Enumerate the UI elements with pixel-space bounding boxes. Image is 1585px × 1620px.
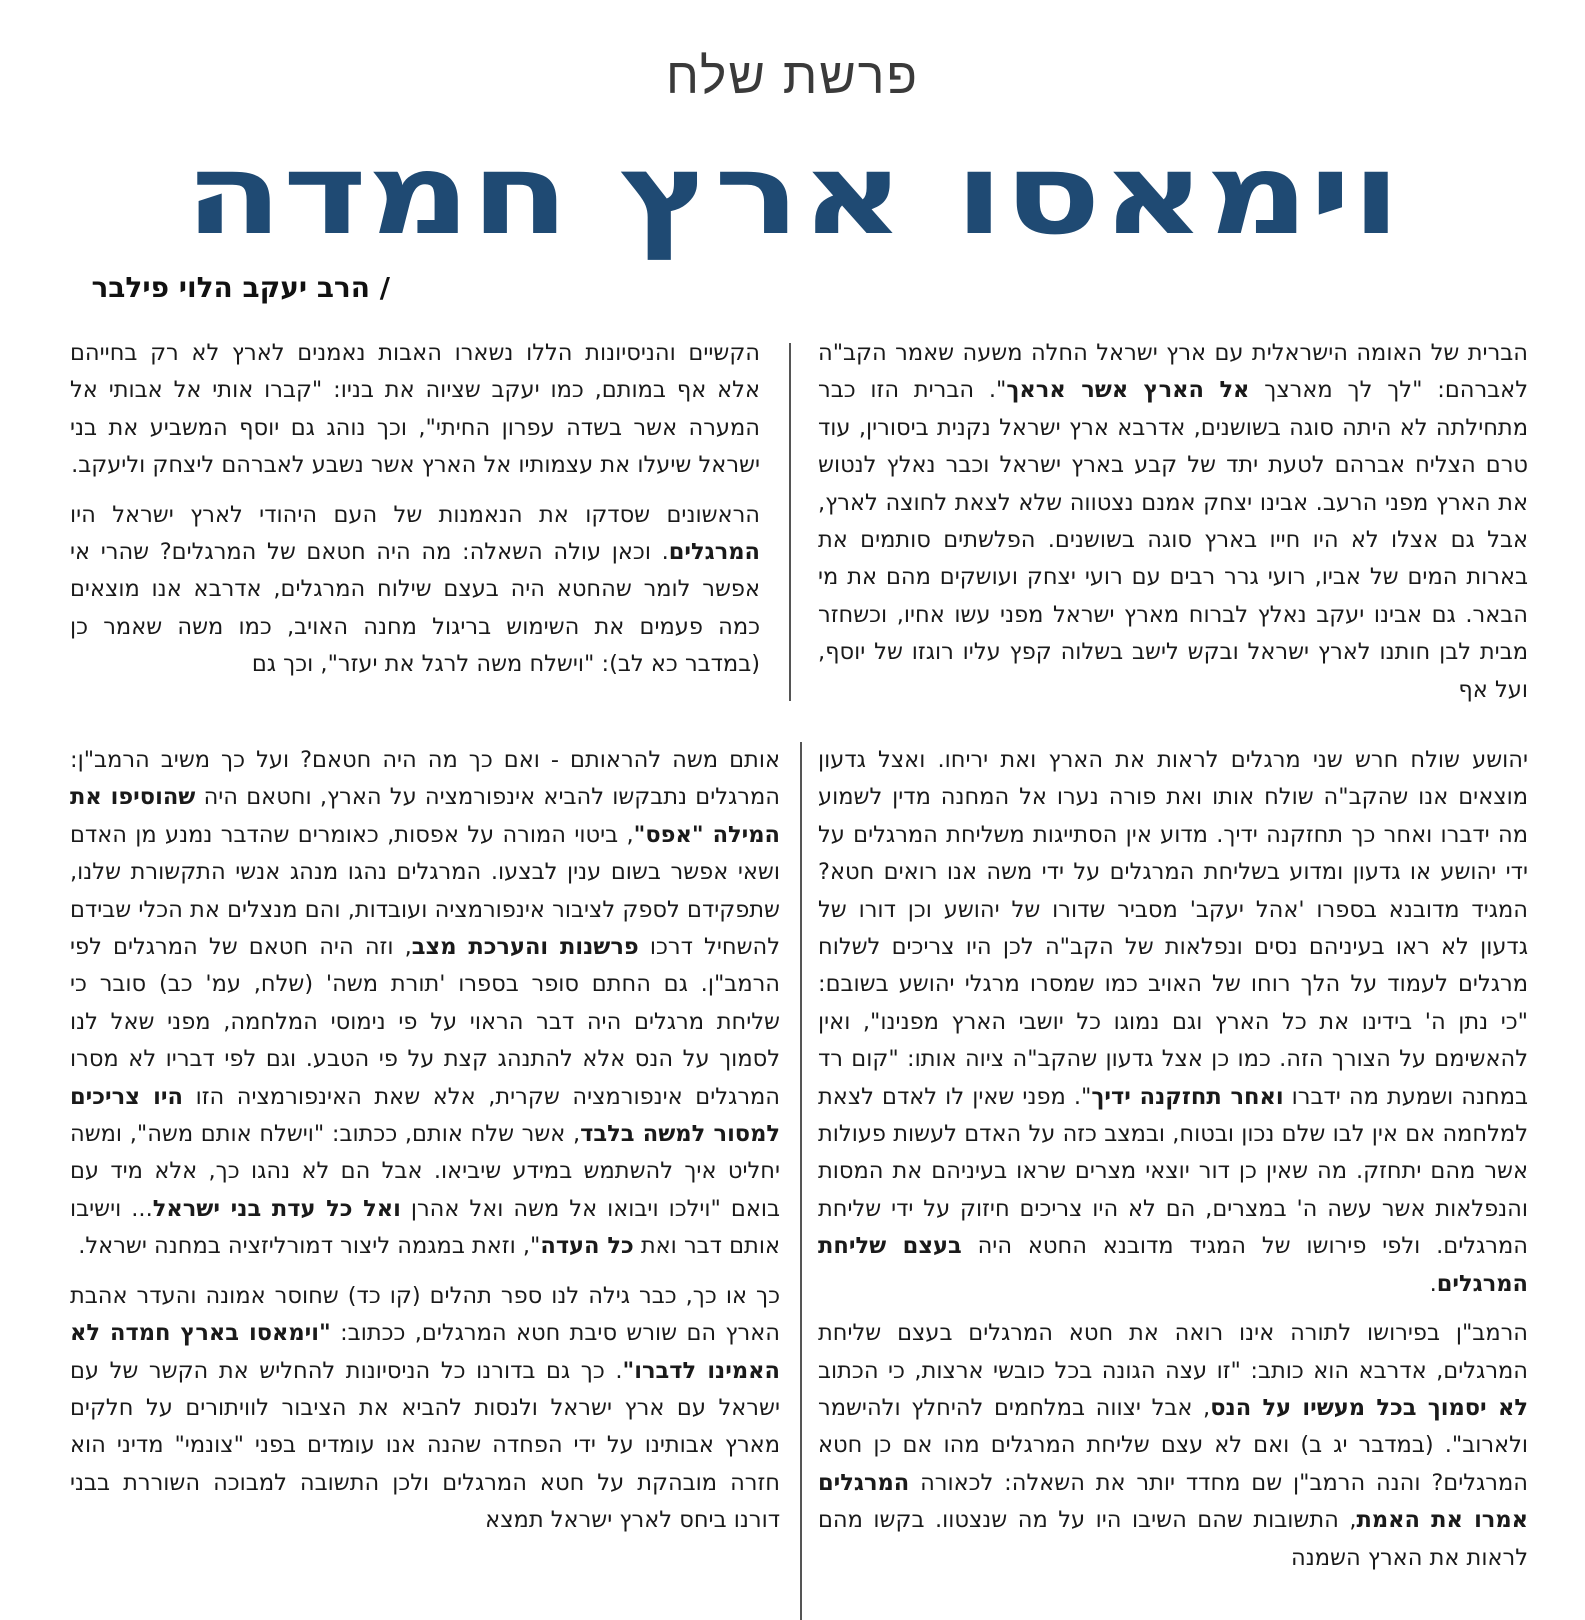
parasha-label: פרשת שלח	[665, 48, 920, 104]
emphasis-text: בעצם שליחת המרגלים	[818, 1233, 1528, 1297]
column-divider-bottom	[800, 742, 802, 1620]
column-divider-top	[789, 343, 791, 701]
article-paragraph: הרמב"ן בפירושו לתורה אינו רואה את חטא המרגלים בעצם שליחת המרגלים, אדרבא הוא כותב: "זו עצה הגונה בכל כובשי ארצות, כי הכתוב לא יסמוך בכל מעשיו על הנס, אבל יצווה במלחמים להיחלץ ולהישמר ולארוב". (במדבר יג ב) ואם לא עצם שליחת המרגלים מהו אם כן חטא המרגלים? והנה הרמב"ן שם מחדד יותר את השאלה: לכאורה המרגלים אמרו את האמת, התשובות שהם השיבו היו על מה שנצטוו. בקשו מהם לראות את הארץ השמנה	[818, 1320, 1528, 1571]
emphasis-text: פרשנות והערכת מצב	[411, 934, 639, 961]
emphasis-text: ואחר תחזקנה ידיך	[1091, 1083, 1284, 1110]
emphasis-text: לא יסמוך בכל מעשיו על הנס	[1210, 1394, 1528, 1421]
article-column-bottom-left	[70, 742, 780, 1620]
emphasis-text: המרגלים	[668, 539, 760, 566]
emphasis-text: המרגלים אמרו את האמת	[818, 1469, 1528, 1534]
emphasis-text: "וימאסו בארץ חמדה לא האמינו לדברו"	[70, 1320, 780, 1384]
article-paragraph: אותם משה להראותם - ואם כך מה היה חטאם? ועל כך משיב הרמב"ן: המרגלים נתבקשו להביא אינפורמציה על הארץ, וחטאם היה שהוסיפו את המילה "אפס", ביטוי המורה על אפסות, כאומרים שהדבר נמנע מן האדם ושאי אפשר בשום ענין לבצעו. המרגלים נהגו מנהג אנשי התקשורת שלנו, שתפקידם לספק לציבור אינפורמציה ועובדות, והם מנצלים את הכלי שבידם להשחיל דרכו פרשנות והערכת מצב, וזה היה חטאם של המרגלים לפי הרמב"ן. גם החתם סופר בספרו 'תורת משה' (שלח, עמ' כב) סובר כי שליחת מרגלים היה דבר הראוי על פי נימוסי המלחמה, מפני שאל לנו לסמוך על הנס אלא להתנהג קצת על פי הטבע. וגם לפי דבריו לא מסרו המרגלים אינפורמציה שקרית, אלא שאת האינפורמציה הזו היו צריכים למסור למשה בלבד, אשר שלח אותם, ככתוב: "וישלח אותם משה", ומשה יחליט איך להשתמש במידע שיביאו. אבל הם לא נהגו כך, אלא מיד עם בואם "וילכו ויבואו אל משה ואל אהרן ואל כל עדת בני ישראל... וישיבו אותם דבר ואת כל העדה", וזאת במגמה ליצור דמורליזציה במחנה ישראל.	[70, 747, 780, 1260]
emphasis-text: כל העדה	[540, 1233, 634, 1260]
article-paragraph: הברית של האומה הישראלית עם ארץ ישראל החלה משעה שאמר הקב"ה לאברהם: "לך לך מארצך אל הארץ אשר אראך". הברית הזו כבר מתחילתה לא היתה סוגה בשושנים, אדרבא ארץ ישראל נקנית ביסורין, עוד טרם הצליח אברהם לטעת יתד של קבע בארץ ישראל וכבר נאלץ לנטוש את הארץ מפני הרעב. אבינו יצחק אמנם נצטווה שלא לצאת לחוצה לארץ, אבל גם אצלו לא היו חייו בארץ סוגה בשושנים. הפלשתים סותמים את בארות המים של אביו, רועי גרר רבים עם רועי יצחק ועושקים מהם את מי הבאר. גם אבינו יעקב נאלץ לברוח מארץ ישראל מפני עשו אחיו, וכשחזר מבית לבן חותנו לארץ ישראל ובקש לישב בשלוה קפץ עליו רוגזו של יוסף, ועל אף	[818, 340, 1528, 703]
article-paragraph: יהושע שולח חרש שני מרגלים לראות את הארץ ואת יריחו. ואצל גדעון מוצאים אנו שהקב"ה שולח אותו ואת פורה נערו אל המחנה מדין לשמוע מה ידברו ואחר כך תחזקנה ידיך. מדוע אין הסתייגות משליחת המרגלים על ידי יהושע או גדעון ומדוע בשליחת המרגלים על ידי משה אנו רואים חטא? המגיד מדובנא בספרו 'אהל יעקב' מסביר שדורו של יהושע וכן דורו של גדעון לא ראו בעיניהם נסים ונפלאות של הקב"ה לכן היו צריכים לשלוח מרגלים לעמוד על הלך רוחו של האויב כמו שמסרו מרגלי יהושע בשובם: "כי נתן ה' בידינו את כל הארץ וגם נמוגו כל יושבי הארץ מפנינו", ואין להאשימם על הצורך הזה. כמו כן אצל גדעון שהקב"ה ציוה אותו: "קום רד במחנה ושמעת מה ידברו ואחר תחזקנה ידיך". מפני שאין לו לאדם לצאת למלחמה אם אין לבו שלם נכון ובטוח, ובמצב כזה על האדם לעשות פעולות אשר מהם יתחזק. מה שאין כן דור יוצאי מצרים שראו בעיניהם את המסות והנפלאות אשר עשה ה' במצרים, הם לא היו צריכים חיזוק על ידי שליחת המרגלים. ולפי פירושו של המגיד מדובנא החטא היה בעצם שליחת המרגלים.	[818, 747, 1528, 1297]
article-paragraph: הקשיים והניסיונות הללו נשארו האבות נאמנים לארץ לא רק בחייהם אלא אף במותם, כמו יעקב שציוה את בניו: "קברו אותי אל אבותי אל המערה אשר בשדה עפרון החיתי", וכך נוהג גם יוסף המשביע את בני ישראל שיעלו את עצמותיו אל הארץ אשר נשבע לאברהם ליצחק וליעקב.	[70, 340, 760, 479]
emphasis-text: ואל כל עדת בני ישראל	[152, 1195, 401, 1222]
article-column-top-right	[818, 335, 1528, 705]
article-column-bottom-right	[818, 742, 1528, 1620]
emphasis-text: היו צריכים למסור למשה בלבד	[70, 1083, 780, 1148]
author-byline: / הרב יעקב הלוי פילבר	[91, 271, 390, 304]
headline: וימאסו ארץ חמדה	[184, 130, 1401, 260]
article-paragraph: כך או כך, כבר גילה לנו ספר תהלים (קו כד) שחוסר אמונה והעדר אהבת הארץ הם שורש סיבת חטא המרגלים, ככתוב: "וימאסו בארץ חמדה לא האמינו לדברו". כך גם בדורנו כל הניסיונות להחליש את הקשר של עם ישראל עם ארץ ישראל ולנסות להביא את הציבור לוויתורים על חלקים מארץ אבותינו על ידי הפחדה שהנה אנו עומדים בפני "צונמי" מדיני הוא חזרה מובהקת על חטא המרגלים ולכן התשובה למבוכה השוררת בבני דורנו ביחס לארץ ישראל תמצא	[70, 1282, 780, 1534]
article-column-top-left	[70, 335, 760, 705]
article-paragraph: הראשונים שסדקו את הנאמנות של העם היהודי לארץ ישראל היו המרגלים. וכאן עולה השאלה: מה היה חטאם של המרגלים? שהרי אי אפשר לומר שהחטא היה בעצם שילוח המרגלים, אדרבא אנו מוצאים כמה פעמים את השימוש בריגול מחנה האויב, כמו משה שאמר כן (במדבר כא לב): "וישלח משה לרגל את יעזר", וכך גם	[70, 501, 760, 678]
emphasis-text: אל הארץ אשר אראך	[1006, 377, 1250, 404]
emphasis-text: שהוסיפו את המילה "אפס"	[70, 784, 780, 848]
